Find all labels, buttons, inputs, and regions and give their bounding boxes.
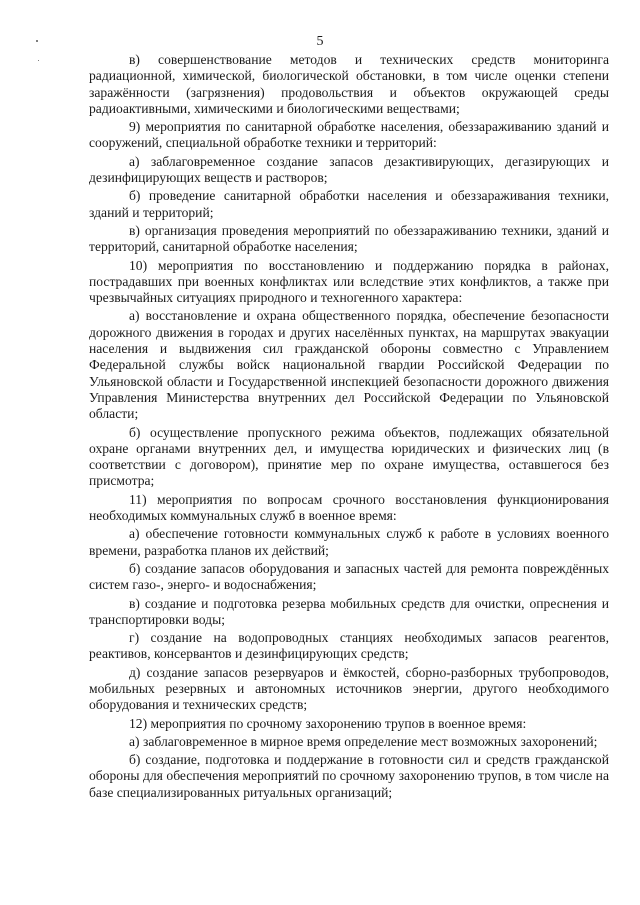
paragraph: а) заблаговременное в мирное время определение мест возможных захоронений; xyxy=(129,733,598,749)
paragraph: г) создание на водопроводных станциях необходимых запасов реагентов, реактивов, консервантов и дезинфицирующих средств; xyxy=(89,630,609,662)
paragraph: а) восстановление и охрана общественного порядка, обеспечение безопасности дорожного движения в городах и других населённых пунктах, на маршрутах эвакуации населения и выдвижения сил гражданской обороны совместно с Управлением Федеральной службы войск национальной гвардии Российской Федерации по Ульяновской области и Государственной инспекцией безопасности дорожного движения Управления Министерства внутренних дел Российской Федерации по Ульяновской области; xyxy=(89,308,609,422)
page-number: 5 xyxy=(316,34,324,49)
scan-speck xyxy=(36,40,38,42)
paragraph: б) создание, подготовка и поддержание в готовности сил и средств гражданской обороны для обеспечения мероприятий по срочному захоронению трупов, в том числе на базе специализированных ритуальных организаций; xyxy=(89,752,609,800)
paragraph: б) проведение санитарной обработки населения и обеззараживания техники, зданий и территорий; xyxy=(89,188,609,220)
paragraph: 9) мероприятия по санитарной обработке населения, обеззараживанию зданий и сооружений, специальной обработке техники и территорий: xyxy=(89,119,609,151)
document-body xyxy=(89,52,609,801)
paragraph: 12) мероприятия по срочному захоронению трупов в военное время: xyxy=(129,715,527,731)
paragraph: в) создание и подготовка резерва мобильных средств для очистки, опреснения и транспортировки воды; xyxy=(89,595,609,627)
paragraph: в) совершенствование методов и технических средств мониторинга радиационной, химической, биологической обстановки, в том числе оценки степени заражённости (загрязнения) продовольствия и объектов окружающей среды радиоактивными, химическими и биологическими веществами; xyxy=(89,52,609,116)
paragraph: б) осуществление пропускного режима объектов, подлежащих обязательной охране органами внутренних дел, и имущества юридических и физических лиц (в соответствии с договором), принятие мер по охране имущества, оставшегося без присмотра; xyxy=(89,424,609,489)
scan-speck xyxy=(38,60,39,61)
paragraph: д) создание запасов резервуаров и ёмкостей, сборно-разборных трубопроводов, мобильных резервных и автономных источников энергии, другого необходимого оборудования и технических средств; xyxy=(89,664,609,713)
paragraph: а) заблаговременное создание запасов дезактивирующих, дегазирующих и дезинфицирующих веществ и растворов; xyxy=(89,153,609,186)
paragraph: 11) мероприятия по вопросам срочного восстановления функционирования необходимых коммунальных служб в военное время: xyxy=(89,491,609,524)
paragraph: в) организация проведения мероприятий по обеззараживанию техники, зданий и территорий, санитарной обработке населения; xyxy=(89,222,609,255)
paragraph: а) обеспечение готовности коммунальных служб к работе в условиях военного времени, разработка планов их действий; xyxy=(89,526,609,558)
paragraph: б) создание запасов оборудования и запасных частей для ремонта повреждённых систем газо-, энерго- и водоснабжения; xyxy=(89,560,609,593)
paragraph: 10) мероприятия по восстановлению и поддержанию порядка в районах, пострадавших при военных конфликтах или вследствие этих конфликтов, а также при чрезвычайных ситуациях природного и техногенного характера: xyxy=(89,257,609,306)
